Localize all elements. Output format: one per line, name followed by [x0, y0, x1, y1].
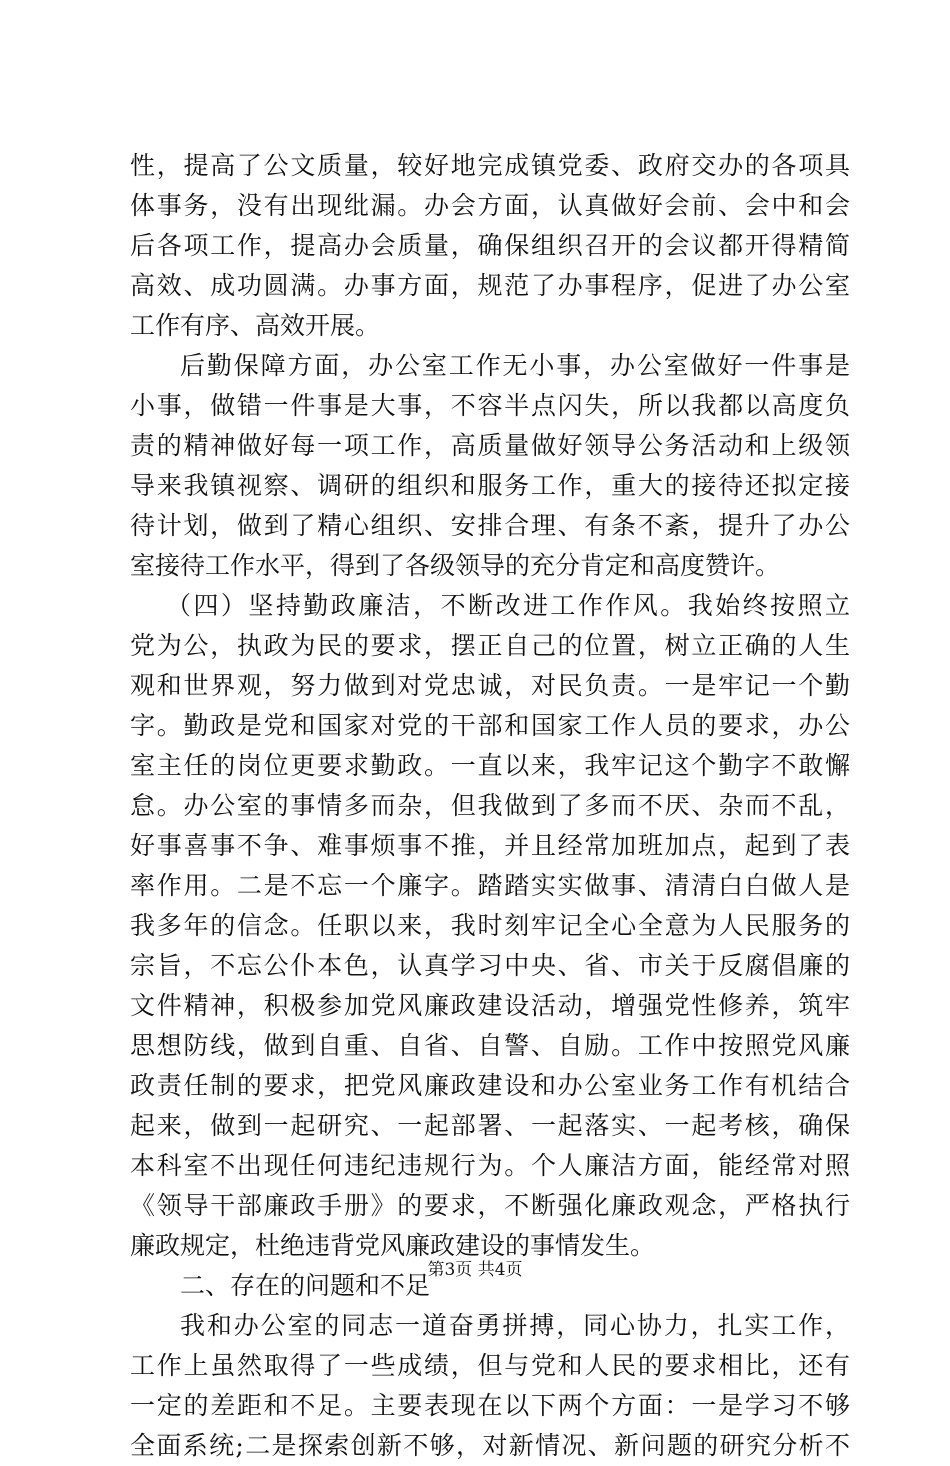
text-line: 好事喜事不争、难事烦事不推，并且经常加班加点，起到了表: [130, 831, 850, 860]
text-line: 党为公，执政为民的要求，摆正自己的位置，树立正确的人生: [130, 631, 850, 660]
text-line: 字。勤政是党和国家对党的干部和国家工作人员的要求，办公: [130, 711, 850, 740]
text-line: 导来我镇视察、调研的组织和服务工作，重大的接待还拟定接: [130, 471, 850, 500]
text-line: 宗旨，不忘公仆本色，认真学习中央、省、市关于反腐倡廉的: [130, 951, 850, 980]
paragraph-start-line: （四）坚持勤政廉洁，不断改进工作作风。我始终按照立: [166, 591, 850, 620]
text-line: 室主任的岗位更要求勤政。一直以来，我牢记这个勤字不敢懈: [130, 751, 850, 780]
text-line: 全面系统;二是探索创新不够，对新情况、新问题的研究分析不: [130, 1431, 850, 1460]
text-line: 小事，做错一件事是大事，不容半点闪失，所以我都以高度负: [130, 391, 850, 420]
section-heading: 二、存在的问题和不足: [180, 1271, 431, 1300]
text-line: 怠。办公室的事情多而杂，但我做到了多而不厌、杂而不乱，: [130, 791, 850, 820]
text-line: 政责任制的要求，把党风廉政建设和办公室业务工作有机结合: [130, 1071, 850, 1100]
text-line: 我多年的信念。任职以来，我时刻牢记全心全意为人民服务的: [130, 911, 850, 940]
text-line: 高效、成功圆满。办事方面，规范了办事程序，促进了办公室: [130, 271, 850, 300]
text-line: 廉政规定，杜绝违背党风廉政建设的事情发生。: [130, 1231, 656, 1260]
text-line: 本科室不出现任何违纪违规行为。个人廉洁方面，能经常对照: [130, 1151, 850, 1180]
paragraph-start-line: 后勤保障方面，办公室工作无小事，办公室做好一件事是: [180, 351, 850, 380]
text-line: 后各项工作，提高办会质量，确保组织召开的会议都开得精简: [130, 231, 850, 260]
text-line: 体事务，没有出现纰漏。办会方面，认真做好会前、会中和会: [130, 191, 850, 220]
paragraph-start-line: 我和办公室的同志一道奋勇拼搏，同心协力，扎实工作，: [180, 1311, 850, 1340]
text-line: 观和世界观，努力做到对党忠诚，对民负责。一是牢记一个勤: [130, 671, 850, 700]
text-line: 起来，做到一起研究、一起部署、一起落实、一起考核，确保: [130, 1111, 850, 1140]
page-number-footer: 第3页 共4页: [427, 1260, 523, 1280]
text-line: 思想防线，做到自重、自省、自警、自励。工作中按照党风廉: [130, 1031, 850, 1060]
text-line: 工作有序、高效开展。: [130, 311, 381, 340]
text-line: 性，提高了公文质量，较好地完成镇党委、政府交办的各项具: [130, 151, 850, 180]
text-line: 一定的差距和不足。主要表现在以下两个方面：一是学习不够: [130, 1391, 850, 1420]
text-line: 待计划，做到了精心组织、安排合理、有条不紊，提升了办公: [130, 511, 850, 540]
text-line: 《领导干部廉政手册》的要求，不断强化廉政观念，严格执行: [130, 1191, 850, 1220]
text-line: 文件精神，积极参加党风廉政建设活动，增强党性修养，筑牢: [130, 991, 850, 1020]
text-line: 工作上虽然取得了一些成绩，但与党和人民的要求相比，还有: [130, 1351, 850, 1380]
text-line: 责的精神做好每一项工作，高质量做好领导公务活动和上级领: [130, 431, 850, 460]
text-line: 率作用。二是不忘一个廉字。踏踏实实做事、清清白白做人是: [130, 871, 850, 900]
text-line: 室接待工作水平，得到了各级领导的充分肯定和高度赞许。: [130, 551, 781, 580]
